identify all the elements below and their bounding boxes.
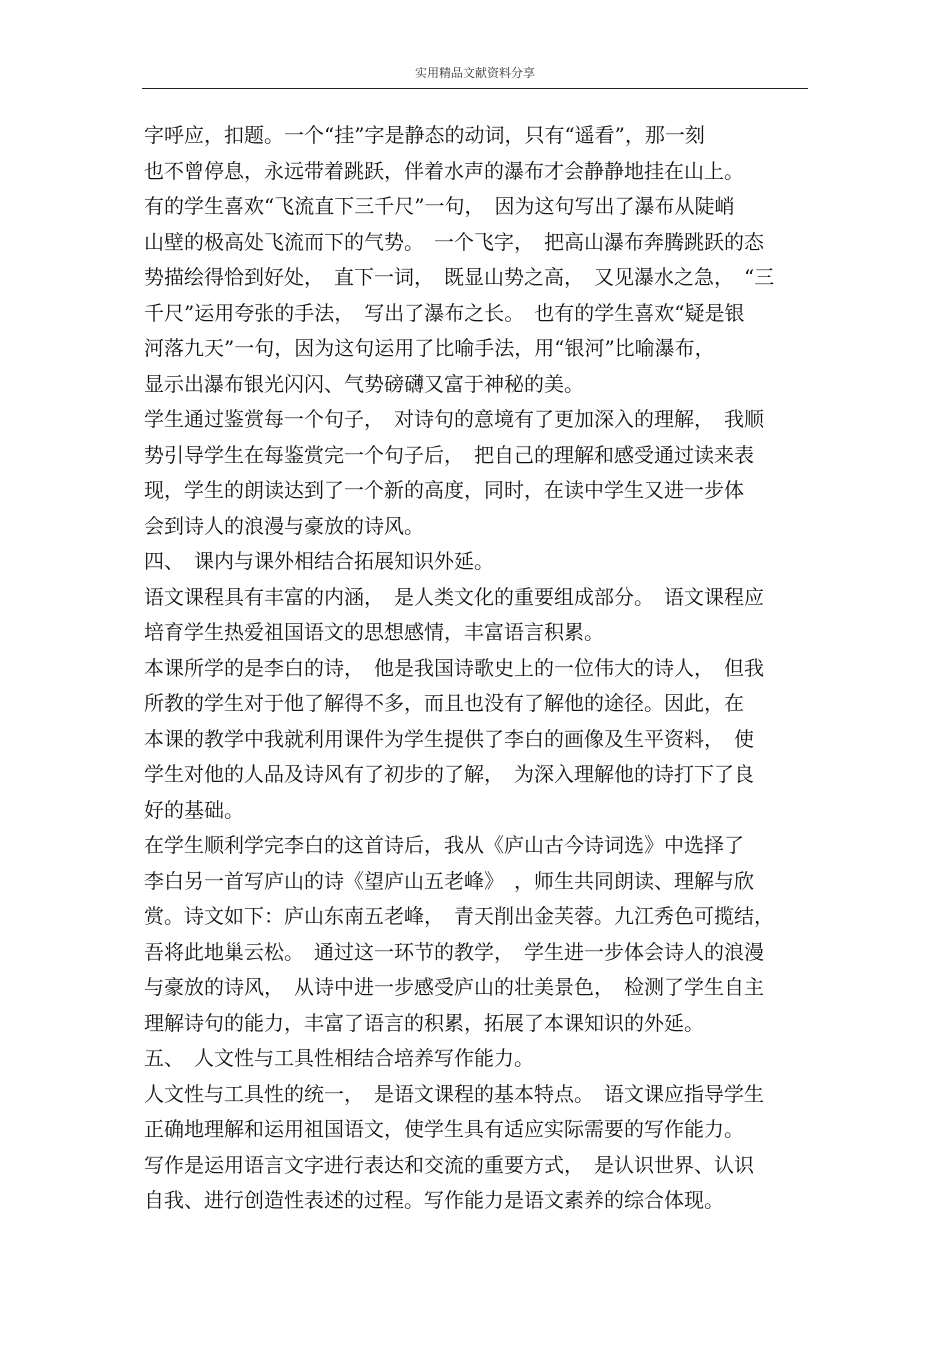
text-line: 学生通过鉴赏每一个句子， 对诗句的意境有了更加深入的理解， 我顺 (144, 407, 764, 431)
text-line: 现，学生的朗读达到了一个新的高度，同时，在读中学生又进一步体 (144, 478, 744, 502)
section-heading-4: 四、 课内与课外相结合拓展知识外延。 (144, 549, 494, 573)
text-line: 学生对他的人品及诗风有了初步的了解， 为深入理解他的诗打下了良 (144, 762, 754, 786)
text-line: 势描绘得恰到好处， 直下一词， 既显山势之高， 又见瀑水之急， “三 (144, 265, 775, 289)
text-line: 写作是运用语言文字进行表达和交流的重要方式， 是认识世界、认识 (144, 1152, 754, 1177)
text-line: 有的学生喜欢“飞流直下三千尺”一句， 因为这句写出了瀑布从陡峭 (144, 194, 735, 218)
text-line: 理解诗句的能力，丰富了语言的积累，拓展了本课知识的外延。 (144, 1010, 704, 1035)
text-line: 培育学生热爱祖国语文的思想感情，丰富语言积累。 (144, 620, 604, 644)
text-line: 所教的学生对于他了解得不多，而且也没有了解他的途径。因此，在 (144, 691, 744, 715)
text-line: 自我、进行创造性表述的过程。写作能力是语文素养的综合体现。 (144, 1188, 724, 1212)
section-heading-5: 五、 人文性与工具性相结合培养写作能力。 (144, 1046, 534, 1070)
text-line: 好的基础。 (144, 797, 244, 822)
text-line: 本课所学的是李白的诗， 他是我国诗歌史上的一位伟大的诗人， 但我 (144, 655, 764, 680)
text-line: 显示出瀑布银光闪闪、气势磅礴又富于神秘的美。 (144, 371, 584, 396)
text-line: 千尺”运用夸张的手法， 写出了瀑布之长。 也有的学生喜欢“疑是银 (144, 300, 745, 325)
text-line: 本课的教学中我就利用课件为学生提供了李白的画像及生平资料， 使 (144, 726, 754, 751)
text-line: 也不曾停息，永远带着跳跃，伴着水声的瀑布才会静静地挂在山上。 (144, 158, 744, 183)
text-line: 字呼应，扣题。一个“挂”字是静态的动词，只有“遥看”，那一刻 (144, 123, 705, 147)
text-line: 会到诗人的浪漫与豪放的诗风。 (144, 513, 424, 538)
text-line: 在学生顺利学完李白的这首诗后，我从《庐山古今诗词选》中选择了 (144, 833, 744, 857)
text-line: 河落九天”一句，因为这句运用了比喻手法，用“银河”比喻瀑布， (144, 336, 715, 360)
text-line: 赏。诗文如下：庐山东南五老峰， 青天削出金芙蓉。九江秀色可揽结， (144, 904, 774, 928)
text-line: 与豪放的诗风， 从诗中进一步感受庐山的壮美景色， 检测了学生自主 (144, 975, 764, 999)
text-line: 吾将此地巢云松。 通过这一环节的教学， 学生进一步体会诗人的浪漫 (144, 939, 764, 964)
header-text: 实用精品文献资料分享 (414, 66, 535, 80)
text-line: 正确地理解和运用祖国语文，使学生具有适应实际需要的写作能力。 (144, 1117, 744, 1141)
document-body (144, 118, 814, 1219)
text-line: 语文课程具有丰富的内涵， 是人类文化的重要组成部分。 语文课程应 (144, 584, 764, 609)
page-header (142, 58, 808, 89)
text-line: 山壁的极高处飞流而下的气势。 一个飞字， 把高山瀑布奔腾跳跃的态 (144, 229, 764, 254)
text-line: 李白另一首写庐山的诗《望庐山五老峰》 ，师生共同朗读、理解与欣 (144, 868, 754, 893)
text-line: 人文性与工具性的统一， 是语文课程的基本特点。 语文课应指导学生 (144, 1081, 764, 1106)
text-line: 势引导学生在每鉴赏完一个句子后， 把自己的理解和感受通过读来表 (144, 442, 754, 467)
